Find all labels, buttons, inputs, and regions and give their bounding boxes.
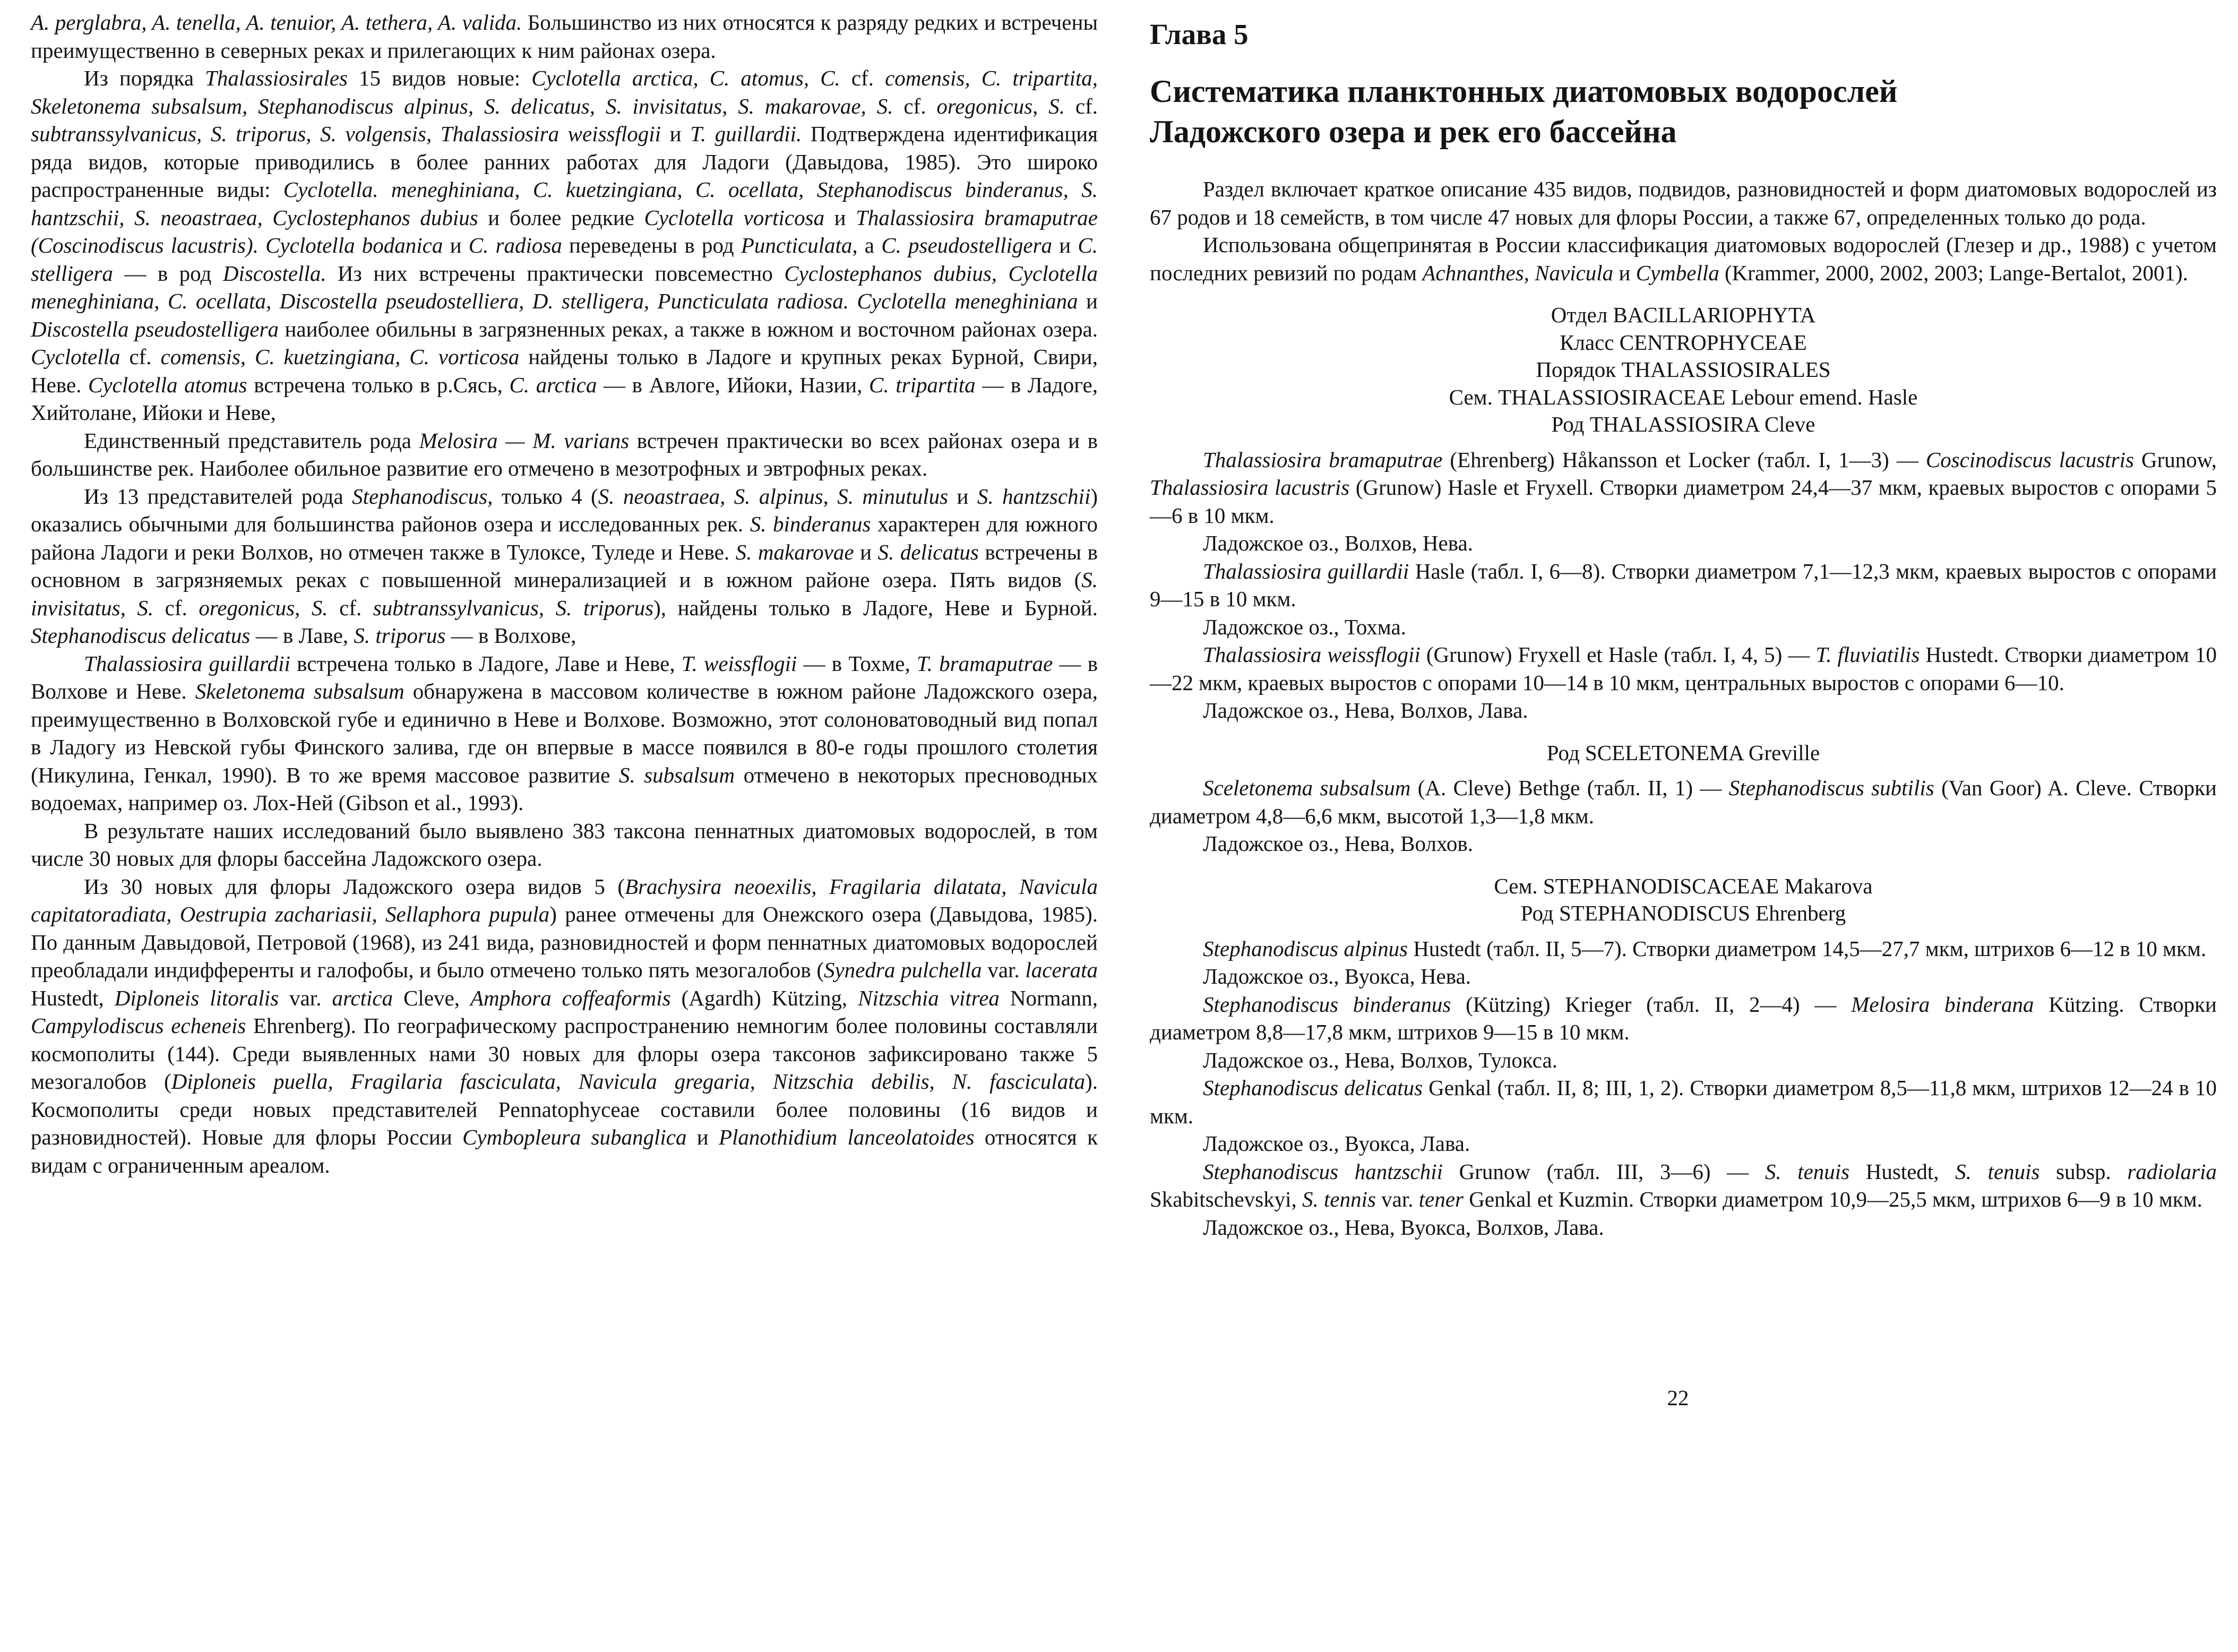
italic-term: Diploneis puella, Fragilaria fasciculata, Navicula gregaria, Nitzschia debilis, N. fasciculata — [171, 1069, 1086, 1094]
italic-term: Puncticulata — [741, 233, 853, 257]
taxon-genus-stephanodiscus: Род STEPHANODISCUS Ehrenberg — [1520, 901, 1846, 925]
paragraph-p1 — [31, 8, 1098, 64]
text-run: (Kützing) Krieger (табл. II, 2—4) — — [1451, 992, 1852, 1017]
paragraph-s7l — [1150, 1130, 2217, 1158]
text-run: Из порядка — [84, 66, 205, 90]
text-run: Подтверждена идентификация ряда видов, которые приводились в более ранних работах для Ладоги (Давыдова, 1985). Это широко распространенные виды: — [31, 122, 1098, 202]
text-run: 15 видов новые: — [347, 66, 532, 90]
paragraph-s3l — [1150, 696, 2217, 725]
text-run: Hasle (табл. I, 6—8). Створки диаметром 7,1—12,3 мкм, краевых выростов с опорами 9—15 в 10 мкм. — [1150, 558, 2217, 611]
italic-term: oregonicus, S. — [936, 93, 1065, 118]
text-run: переведены в род — [562, 233, 741, 257]
italic-term: Discostella pseudostelligera — [31, 316, 279, 341]
text-run: Единственный представитель рода — [84, 428, 419, 453]
italic-term: radiolaria — [2127, 1159, 2217, 1184]
italic-term: comensis, C. kuetzingiana, C. vorticosa — [160, 345, 520, 369]
text-run: Ладожское оз., Нева, Волхов, Лава. — [1203, 698, 1528, 722]
italic-term: Cymbopleura subanglica — [462, 1125, 687, 1149]
italic-term: S. invisitatus, S. — [31, 567, 1098, 620]
paragraph-s5 — [1150, 935, 2217, 963]
italic-term: S. tenuis — [1955, 1159, 2040, 1184]
italic-term: Cyclotella arctica, C. atomus, C. — [531, 66, 840, 90]
italic-term: tener — [1418, 1187, 1464, 1211]
text-run: и — [1052, 233, 1078, 257]
italic-term: Stephanodiscus delicatus — [31, 623, 251, 648]
italic-term: Stephanodiscus subtilis — [1728, 776, 1934, 800]
italic-term: Cyclotella atomus — [88, 372, 247, 397]
paragraph-s3 — [1150, 641, 2217, 696]
taxon-class: Класс CENTROPHYCEAE — [1560, 330, 1807, 355]
chapter-title-line-1: Систематика планктонных диатомовых водорослей — [1150, 74, 1898, 109]
text-run: (Agardh) Kützing, — [670, 985, 858, 1010]
text-run: Ладожское оз., Тохма. — [1203, 614, 1406, 639]
italic-term: S. tennis — [1302, 1187, 1376, 1211]
text-run: Ладожское оз., Вуокса, Нева. — [1203, 964, 1471, 988]
italic-term: A. perglabra, A. tenella, A. tenuior, A. tethera, A. valida. — [31, 10, 522, 35]
italic-term: Thalassiosira weissflogii — [1203, 642, 1421, 667]
text-run: характерен для южного района Ладоги и реки Волхов, но отмечен также в Тулоксе, Туледе и Неве. — [31, 512, 1098, 564]
text-run: (Van Goor) A. Cleve. Створки диаметром 4,8—6,6 мкм, высотой 1,3—1,8 мкм. — [1150, 776, 2217, 828]
italic-term: Coscinodiscus lacustris — [1925, 447, 2134, 472]
paragraph-p3 — [31, 427, 1098, 483]
italic-term: S. subsalsum — [618, 762, 735, 787]
italic-term: C. radiosa — [468, 233, 562, 257]
text-run: встречен практически во всех районах озера и в большинстве рек. Наиболее обильное развитие его отмечено в мезотрофных и эвтрофных реках. — [31, 428, 1098, 480]
italic-term: Thalassiosirales — [205, 66, 348, 90]
text-run: встречена только в р.Сясь, — [247, 372, 510, 397]
italic-term: Stephanodiscus hantzschii — [1203, 1159, 1443, 1184]
species-list-thalassiosira — [1150, 446, 2217, 725]
text-run: — в Ладоге, Хийтолане, Ийоки и Неве, — [31, 372, 1098, 425]
italic-term: comensis, C. tripartita, Skeletonema subsalsum, Stephanodiscus alpinus, S. delicatus, S. invisitatus, S. makarovae, S. — [31, 66, 1098, 118]
left-page-body — [31, 8, 1098, 1179]
text-run: встречена только в Ладоге, Лаве и Неве, — [290, 651, 682, 676]
paragraph-s5l — [1150, 962, 2217, 991]
text-run: — в Лаве, — [250, 623, 354, 648]
italic-term: subtranssylvanicus, S. triporus, S. volgensis, Thalassiosira weissflogii — [31, 122, 661, 146]
text-run: и — [1613, 260, 1636, 285]
text-run: Cleve, — [393, 985, 470, 1010]
chapter-number: Глава 5 — [1150, 18, 1249, 50]
italic-term: Diploneis litoralis — [114, 985, 279, 1010]
text-run: Ладожское оз., Нева, Волхов. — [1203, 831, 1473, 856]
text-run: Grunow (табл. III, 3—6) — — [1443, 1159, 1765, 1184]
text-run: наиболее обильны в загрязненных реках, а также в южном и восточном районах озера. — [278, 316, 1098, 341]
italic-term: S. delicatus — [877, 539, 979, 564]
paragraph-s7 — [1150, 1074, 2217, 1130]
italic-term: Stephanodiscus binderanus — [1203, 992, 1451, 1017]
text-run: (A. Cleve) Bethge (табл. II, 1) — — [1410, 776, 1729, 800]
text-run: var. — [1375, 1187, 1419, 1211]
italic-term: S. hantzschii — [977, 484, 1091, 509]
paragraph-s8 — [1150, 1158, 2217, 1214]
italic-term: Cyclotella — [31, 345, 120, 369]
italic-term: T. bramaputrae — [916, 651, 1053, 676]
text-run: относятся к видам с ограниченным ареалом. — [31, 1125, 1098, 1177]
italic-term: Nitzschia vitrea — [858, 985, 1000, 1010]
taxon-family-stephanodiscaceae: Сем. STEPHANODISCACEAE Makarova — [1494, 873, 1873, 898]
text-run: Использована общепринятая в России классификация диатомовых водорослей (Глезер и др., 1988) с учетом последних ревизий по родам — [1150, 233, 2217, 285]
text-run: — в Волхове и Неве. — [31, 651, 1098, 703]
paragraph-r2 — [1150, 231, 2217, 287]
text-run: — в Тохме, — [797, 651, 917, 676]
italic-term: T. guillardii. — [690, 122, 802, 146]
italic-term: Melosira binderana — [1851, 992, 2034, 1017]
species-list-sceletonema — [1150, 774, 2217, 858]
text-run: Ладожское оз., Нева, Вуокса, Волхов, Лава. — [1203, 1215, 1604, 1240]
italic-term: Brachysira neoexilis, Fragilaria dilatata, Navicula capitatoradiata, Oestrupia zachariasii, Sellaphora pupula — [31, 874, 1098, 926]
italic-term: Skeletonema subsalsum — [195, 679, 404, 703]
paragraph-p2 — [31, 64, 1098, 427]
text-run: — в Волхове, — [445, 623, 576, 648]
taxon-genus-sceletonema: Род SCELETONEMA Greville — [1546, 740, 1820, 765]
text-run: Из них встречены практически повсеместно — [326, 261, 785, 286]
italic-term: Cyclostephanos dubius, Cyclotella meneghiniana, C. ocellata, Discostella pseudostelliera, D. stelligera, Puncticulata radiosa. Cyclotella meneghiniana — [31, 261, 1098, 313]
text-run: cf. — [1064, 93, 1098, 118]
text-run: (Grunow) Hasle et Fryxell. Створки диаметром 24,4—37 мкм, краевых выростов с опорами 5—6 в 10 мкм. — [1150, 475, 2217, 528]
text-run: cf. — [328, 595, 373, 620]
text-run: (Grunow) Fryxell et Hasle (табл. I, 4, 5) — — [1420, 642, 1816, 667]
italic-term: S. triporus — [354, 623, 446, 648]
italic-term: Sceletonema subsalsum — [1203, 776, 1411, 800]
text-run: и — [824, 205, 856, 230]
text-run: Normann, — [999, 985, 1098, 1010]
text-run: Kützing. Створки диаметром 8,8—17,8 мкм, штрихов 9—15 в 10 мкм. — [1150, 992, 2217, 1044]
italic-term: C. arctica — [509, 372, 597, 397]
text-run: — в род — [113, 261, 223, 286]
taxonomy-header-2 — [1150, 873, 2217, 927]
text-run: В результате наших исследований было выявлено 383 таксона пеннатных диатомовых водорослей, в том числе 30 новых для флоры бассейна Ладожского озера. — [31, 818, 1098, 871]
text-run: и — [443, 233, 469, 257]
italic-term: S. binderanus — [750, 512, 871, 536]
italic-term: subtranssylvanicus, S. triporus — [373, 595, 654, 620]
paragraph-p5 — [31, 650, 1098, 817]
paragraph-r1 — [1150, 175, 2217, 231]
italic-term: T. fluviatilis — [1815, 642, 1920, 667]
italic-term: Achnanthes, Navicula — [1422, 260, 1614, 285]
intro-section — [1150, 175, 2217, 287]
italic-term: C. tripartita — [868, 372, 976, 397]
text-run: ). Космополиты среди новых представителей Pennatophyceae составили более половины (16 видов и разновидностей). Новые для флоры России — [31, 1069, 1098, 1149]
italic-term: Thalassiosira bramaputrae — [1203, 447, 1443, 472]
paragraph-s4l — [1150, 830, 2217, 858]
italic-term: Cyclotella. meneghiniana, C. kuetzingiana, C. ocellata, Stephanodiscus binderanus, S. hantzschii, S. neoastraea, Cyclostephanos dubius — [31, 177, 1098, 230]
chapter-title-line-2: Ладожского озера и рек его бассейна — [1150, 114, 1677, 149]
italic-term: Campylodiscus echeneis — [31, 1013, 246, 1038]
text-run: и — [1078, 289, 1098, 313]
text-run: (Krammer, 2000, 2002, 2003; Lange-Bertalot, 2001). — [1719, 260, 2188, 285]
text-run: отмечено в некоторых пресноводных водоемах, например оз. Лох-Ней (Gibson et al., 1993). — [31, 762, 1098, 815]
taxon-division: Отдел BACILLARIOPHYTA — [1551, 303, 1816, 327]
text-run: Ладожское оз., Вуокса, Лава. — [1203, 1131, 1470, 1156]
text-run: Из 30 новых для флоры Ладожского озера видов 5 ( — [84, 874, 625, 899]
italic-term: Thalassiosira lacustris — [1150, 475, 1350, 500]
page-number: 22 — [1667, 1386, 1689, 1410]
text-run: Hustedt. Створки диаметром 10—22 мкм, краевых выростов с опорами 10—14 в 10 мкм, центральных выростов с опорами 6—10. — [1150, 642, 2217, 695]
text-run: Ehrenberg). По географическому распространению немногим более половины составляли космополиты (144). Среди выявленных нами 30 новых для флоры озера таксонов зафиксировано также 5 мезогалобов ( — [31, 1013, 1098, 1094]
text-run: Skabitschevskyi, — [1150, 1187, 1302, 1211]
paragraph-p7 — [31, 873, 1098, 1180]
italic-term: lacerata — [1025, 958, 1098, 982]
text-run: (Ehrenberg) Håkansson et Locker (табл. I, 1—3) — — [1442, 447, 1926, 472]
paragraph-s6 — [1150, 991, 2217, 1046]
italic-term: Planothidium lanceolatoides — [719, 1125, 975, 1149]
italic-term: Stephanodiscus, — [352, 484, 493, 509]
paragraph-p4 — [31, 483, 1098, 650]
italic-term: C. pseudostelligera — [881, 233, 1053, 257]
paragraph-s4 — [1150, 774, 2217, 830]
text-run: subsp. — [2039, 1159, 2128, 1184]
text-run: и более редкие — [478, 205, 644, 230]
text-run: ) ранее отмечены для Онежского озера (Давыдова, 1985). По данным Давыдовой, Петровой (1968), из 241 вида, разновидностей и форм пеннатных диатомовых водорослей преобладали индифференты и галофобы, и было отмечено только пять мезогалобов ( — [31, 902, 1098, 982]
italic-term: Cymbella — [1636, 260, 1719, 285]
paragraph-s2 — [1150, 557, 2217, 613]
italic-term: Stephanodiscus delicatus — [1203, 1075, 1423, 1100]
taxon-family-thalassiosiraceae: Сем. THALASSIOSIRACEAE Lebour emend. Hasle — [1449, 384, 1918, 409]
italic-term: oregonicus, S. — [199, 595, 328, 620]
text-run: Большинство из них относятся к разряду редких и встречены преимущественно в северных реках и прилегающих к ним районах озера. — [31, 10, 1098, 63]
italic-term: Thalassiosira bramaputrae (Coscinodiscus lacustris). Cyclotella bodanica — [31, 205, 1098, 257]
text-run: Ладожское оз., Нева, Волхов, Тулокса. — [1203, 1047, 1557, 1072]
paragraph-p6 — [31, 817, 1098, 873]
text-run: Из 13 представителей рода — [84, 484, 352, 509]
text-run: и — [948, 484, 977, 509]
italic-term: C. stelligera — [31, 233, 1098, 286]
text-run: ) оказались обычными для большинства районов озера и исследованных рек. — [31, 484, 1098, 536]
italic-term: Discostella. — [222, 261, 326, 286]
species-list-stephanodiscus — [1150, 935, 2217, 1242]
italic-term: S. neoastraea, S. alpinus, S. minutulus — [598, 484, 949, 509]
italic-term: Thalassiosira guillardii — [1203, 558, 1409, 583]
italic-term: Cyclotella vorticosa — [644, 205, 825, 230]
text-run: cf. — [893, 93, 937, 118]
text-run: cf. — [120, 345, 161, 369]
text-run: cf. — [840, 66, 885, 90]
italic-term: Thalassiosira guillardii — [84, 651, 290, 676]
italic-term: S. makarovae — [735, 539, 854, 564]
italic-term: arctica — [332, 985, 393, 1010]
paragraph-s2l — [1150, 613, 2217, 641]
italic-term: Synedra pulchella — [823, 958, 982, 982]
paragraph-s8l — [1150, 1214, 2217, 1242]
text-run: ), найдены только в Ладоге, Неве и Бурной. — [653, 595, 1098, 620]
text-run: Genkal et Kuzmin. Створки диаметром 10,9—25,5 мкм, штрихов 6—9 в 10 мкм. — [1464, 1187, 2202, 1211]
text-run: cf. — [153, 595, 199, 620]
text-run: Hustedt (табл. II, 5—7). Створки диаметром 14,5—27,7 мкм, штрихов 6—12 в 10 мкм. — [1408, 936, 2207, 961]
text-run: Hustedt, — [1849, 1159, 1956, 1184]
text-run: Hustedt, — [31, 985, 115, 1010]
taxonomy-header — [1150, 302, 2217, 438]
taxon-genus-thalassiosira: Род THALASSIOSIRA Cleve — [1551, 412, 1815, 436]
italic-term: Melosira — M. varians — [419, 428, 630, 453]
taxon-order: Порядок THALASSIOSIRALES — [1536, 357, 1831, 382]
text-run: var. — [982, 958, 1026, 982]
chapter-title — [1150, 71, 2217, 152]
italic-term: S. tenuis — [1764, 1159, 1850, 1184]
text-run: Раздел включает краткое описание 435 видов, подвидов, разновидностей и форм диатомовых водорослей из 67 родов и 18 семейств, в том числе 47 новых для флоры России, а также 67, определенных только до рода. — [1150, 177, 2217, 229]
text-run: Ладожское оз., Волхов, Нева. — [1203, 531, 1473, 555]
text-run: только 4 ( — [493, 484, 598, 509]
text-run: и — [854, 539, 878, 564]
text-run: var. — [279, 985, 332, 1010]
text-run: обнаружена в массовом количестве в южном районе Ладожского озера, преимущественно в Волховской губе и единично в Неве и Волхове. Возможно, этот солоноватоводный вид попал в Ладогу из Невской губы Финского залива, где он впервые в массе появился в 80-е годы прошлого столетия (Никулина, Генкал, 1990). В то же время массовое развитие — [31, 679, 1098, 787]
paragraph-s1l — [1150, 529, 2217, 557]
paragraph-s1 — [1150, 446, 2217, 530]
paragraph-s6l — [1150, 1046, 2217, 1074]
text-run: найдены только в Ладоге и крупных реках Бурной, Свири, Неве. — [31, 345, 1098, 397]
italic-term: Amphora coffeaformis — [470, 985, 671, 1010]
text-run: , а — [852, 233, 882, 257]
text-run: встречены в основном в загрязняемых реках с повышенной минерализацией и в южном районе озера. Пять видов ( — [31, 539, 1098, 592]
italic-term: Stephanodiscus alpinus — [1203, 936, 1408, 961]
text-run: Genkal (табл. II, 8; III, 1, 2). Створки диаметром 8,5—11,8 мкм, штрихов 12—24 в 10 мкм. — [1150, 1075, 2217, 1128]
text-run: и — [686, 1125, 719, 1149]
text-run: — в Авлоге, Ийоки, Назии, — [597, 372, 869, 397]
italic-term: T. weissflogii — [681, 651, 797, 676]
text-run: Grunow, — [2134, 447, 2217, 472]
text-run: и — [661, 122, 691, 146]
